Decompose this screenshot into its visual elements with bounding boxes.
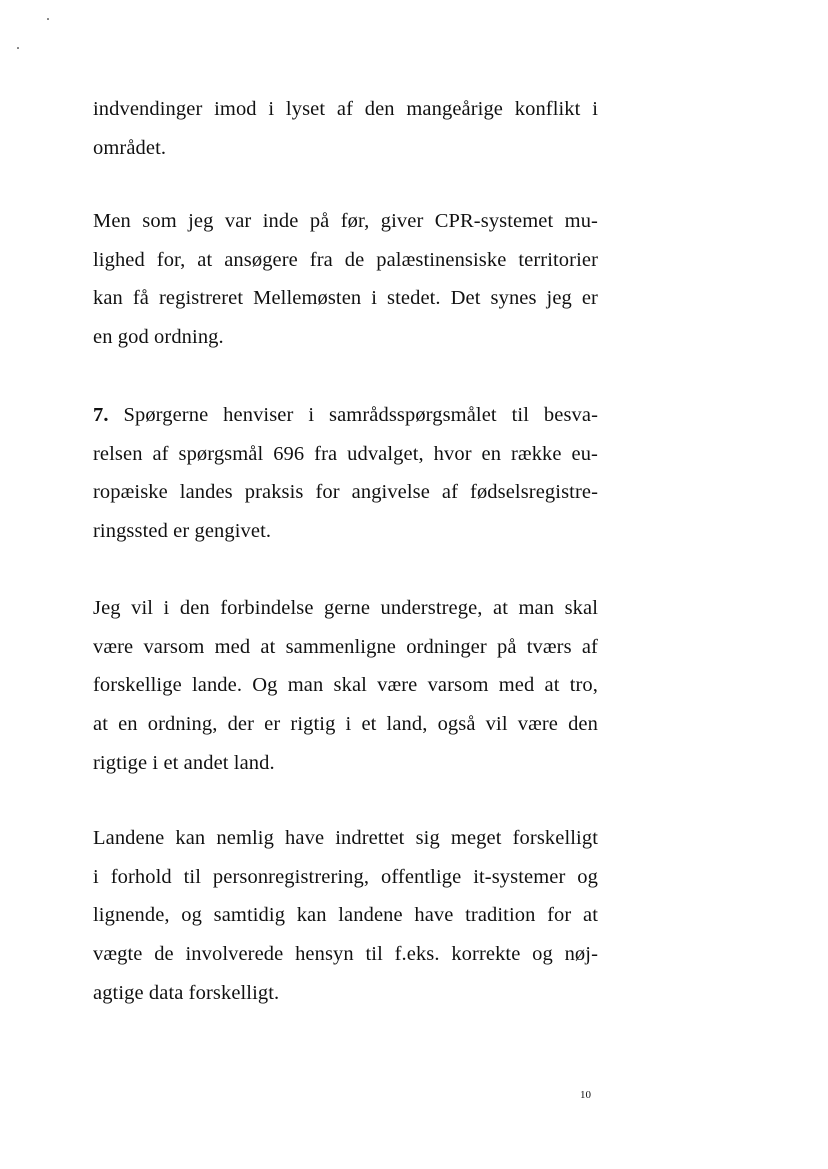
paragraph-5 bbox=[93, 819, 598, 1013]
scan-speck bbox=[17, 47, 19, 49]
paragraph-2 bbox=[93, 202, 598, 357]
text-line: rigtige i et andet land. bbox=[93, 751, 275, 774]
text-line: forskellige lande. Og man skal være varsom med at tro, bbox=[93, 674, 598, 697]
text-line: vægte de involverede hensyn til f.eks. korrekte og nøj- bbox=[93, 943, 598, 966]
text-line: Landene kan nemlig have indrettet sig meget forskelligt bbox=[93, 827, 598, 849]
text-line: agtige data forskelligt. bbox=[93, 981, 280, 1004]
paragraph-1 bbox=[93, 90, 598, 167]
text-line: Men som jeg var inde på før, giver CPR-systemet mu- bbox=[93, 210, 598, 232]
text-line: lighed for, at ansøgere fra de palæstinensiske territorier bbox=[93, 248, 598, 271]
text-line-rest: Spørgerne henviser i samrådsspørgsmålet til besva- bbox=[108, 404, 598, 426]
text-line: en god ordning. bbox=[93, 326, 224, 349]
text-line: at en ordning, der er rigtig i et land, også vil være den bbox=[93, 713, 598, 736]
scan-speck bbox=[47, 18, 49, 20]
text-line: i forhold til personregistrering, offentlige it-systemer og bbox=[93, 865, 598, 888]
text-line: ringssted er gengivet. bbox=[93, 520, 272, 543]
text-line: kan få registreret Mellemøsten i stedet. Det synes jeg er bbox=[93, 287, 598, 310]
text-line: relsen af spørgsmål 696 fra udvalget, hvor en række eu- bbox=[93, 442, 598, 465]
text-line: Jeg vil i den forbindelse gerne understrege, at man skal bbox=[93, 597, 598, 619]
item-number: 7. bbox=[93, 404, 109, 426]
text-line: lignende, og samtidig kan landene have tradition for at bbox=[93, 904, 598, 927]
text-line bbox=[93, 396, 598, 435]
text-line: være varsom med at sammenligne ordninger på tværs af bbox=[93, 635, 598, 658]
text-line: området. bbox=[93, 136, 167, 159]
paragraph-4 bbox=[93, 589, 598, 783]
page-number: 10 bbox=[580, 1089, 591, 1101]
text-line: ropæiske landes praksis for angivelse af fødselsregistre- bbox=[93, 481, 598, 504]
text-line: indvendinger imod i lyset af den mangeårige konflikt i bbox=[93, 98, 598, 120]
paragraph-3 bbox=[93, 396, 598, 551]
